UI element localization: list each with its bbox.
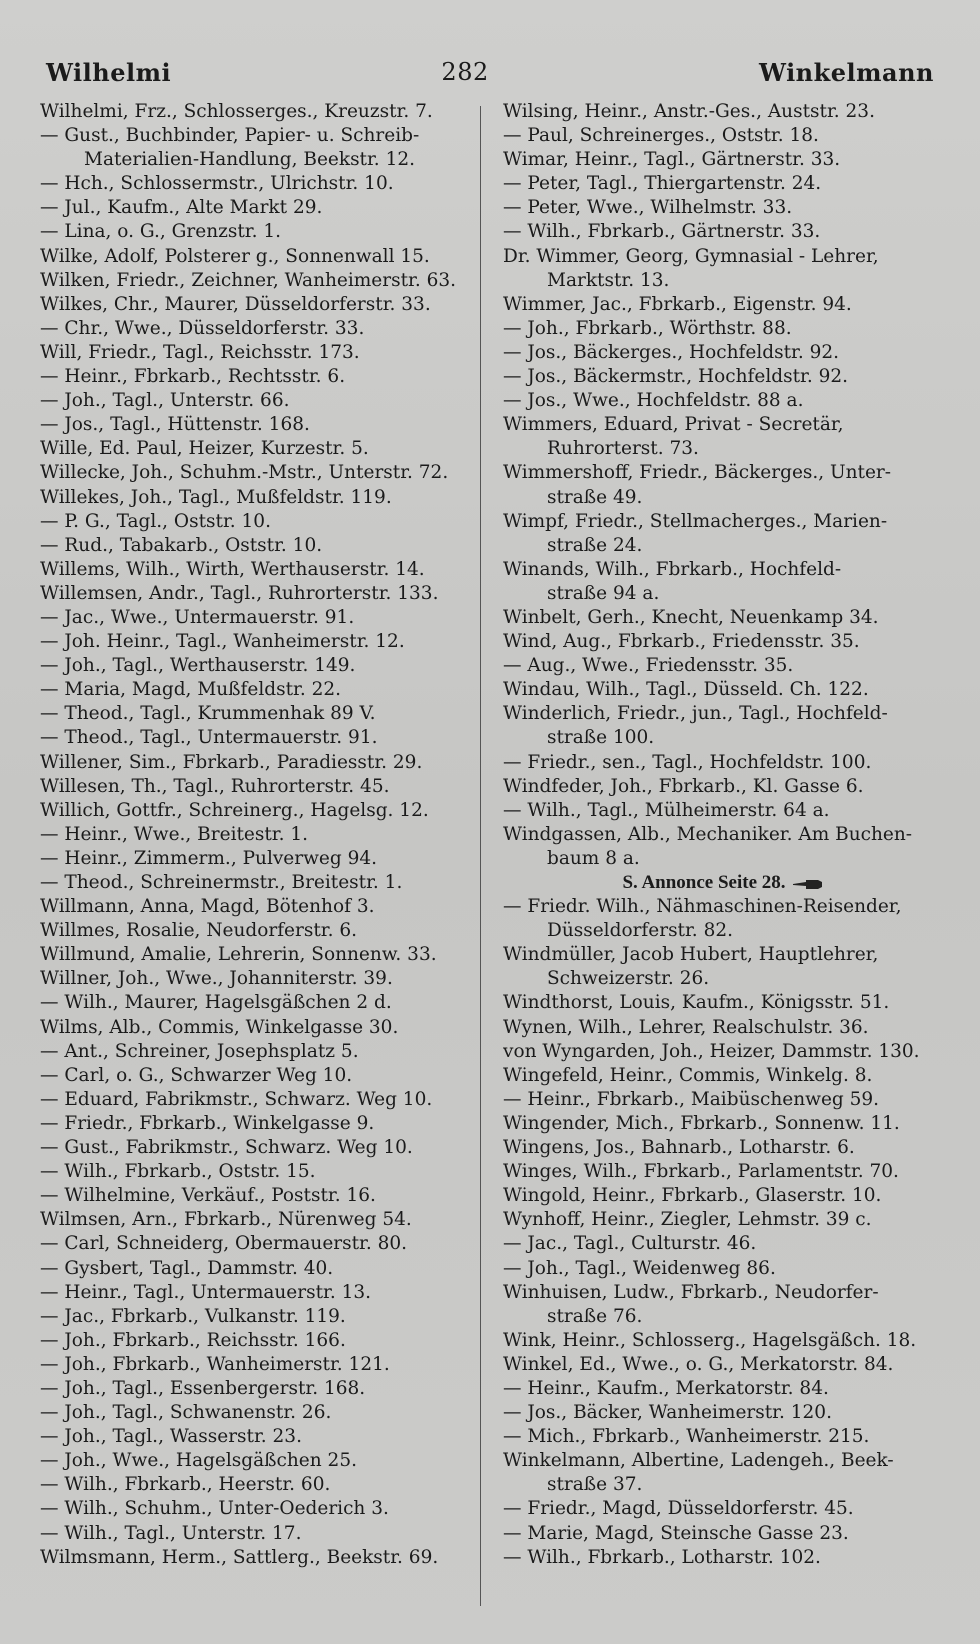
entry-text: — Theod., Tagl., Untermauerstr. 91. [40,727,378,749]
entry-text: Willecke, Joh., Schuhm.-Mstr., Unterstr. 72. [40,462,449,484]
entry-text: Wilmsmann, Herm., Sattlerg., Beekstr. 69. [40,1546,439,1568]
directory-entry [40,1208,480,1232]
directory-entry [503,413,943,437]
entry-text: Wingold, Heinr., Fbrkarb., Glaserstr. 10. [503,1185,882,1207]
entry-text: Winderlich, Friedr., jun., Tagl., Hochfeld- [503,703,888,725]
entry-text: straße 100. [547,727,655,749]
directory-entry [40,341,480,365]
entry-text: Windgassen, Alb., Mechaniker. Am Buchen- [503,823,913,845]
entry-text: straße 37. [547,1474,643,1496]
entry-text: — Joh., Tagl., Weidenweg 86. [503,1257,776,1279]
entry-text: Wille, Ed. Paul, Heizer, Kurzestr. 5. [40,438,369,460]
directory-entry [40,702,480,726]
entry-text: Willener, Sim., Fbrkarb., Paradiesstr. 29. [40,751,423,773]
directory-entry [503,1329,943,1353]
entry-text: Wilhelmi, Frz., Schlosserges., Kreuzstr. 7. [40,101,433,122]
entry-text: — Joh., Tagl., Werthauserstr. 149. [40,655,356,677]
directory-entry [503,1136,943,1160]
directory-entry [503,1040,943,1064]
entry-text: — Wilh., Fbrkarb., Gärtnerstr. 33. [503,221,821,243]
entry-text: — Eduard, Fabrikmstr., Schwarz. Weg 10. [40,1088,433,1110]
entry-text: Will, Friedr., Tagl., Reichsstr. 173. [40,341,360,363]
entry-text: Wynhoff, Heinr., Ziegler, Lehmstr. 39 c. [503,1209,872,1231]
entry-text: — Wilh., Schuhm., Unter-Oederich 3. [40,1498,389,1520]
entry-text: — Joh., Fbrkarb., Wanheimerstr. 121. [40,1353,390,1375]
directory-entry [40,991,480,1015]
entry-text: straße 49. [547,486,643,508]
entry-text: Wind, Aug., Fbrkarb., Friedensstr. 35. [503,631,860,653]
entry-text: — Peter, Wwe., Wilhelmstr. 33. [503,197,793,219]
entry-text: Willich, Gottfr., Schreinerg., Hagelsg. 12. [40,799,429,821]
entry-text: — Theod., Tagl., Krummenhak 89 V. [40,703,376,725]
directory-entry [503,775,943,799]
directory-entry [40,582,480,606]
directory-entry [503,172,943,196]
directory-entry-continuation [40,148,480,172]
entry-text: — Carl, o. G., Schwarzer Weg 10. [40,1064,353,1086]
entry-text: — Theod., Schreinermstr., Breitestr. 1. [40,872,403,893]
directory-entry [503,389,943,413]
entry-text: — Friedr., sen., Tagl., Hochfeldstr. 100. [503,751,872,773]
directory-entry-continuation [503,534,943,558]
entry-text: Winands, Wilh., Fbrkarb., Hochfeld- [503,558,842,580]
entry-text: Willmund, Amalie, Lehrerin, Sonnenw. 33. [40,944,437,966]
directory-entry [40,317,480,341]
directory-entry [40,1425,480,1449]
directory-entry [503,1522,943,1546]
directory-entry [503,799,943,823]
directory-entry [40,510,480,534]
entry-text: Willemsen, Andr., Tagl., Ruhrorterstr. 133. [40,582,439,604]
entry-text: — Jos., Bäcker, Wanheimerstr. 120. [503,1402,832,1424]
entry-text: — Heinr., Wwe., Breitestr. 1. [40,823,309,845]
directory-entry [503,871,943,895]
directory-entry [40,1473,480,1497]
entry-text: Materialien-Handlung, Beekstr. 12. [84,149,415,171]
directory-entry [503,1401,943,1425]
entry-text: Wynen, Wilh., Lehrer, Realschulstr. 36. [503,1016,869,1038]
directory-entry [40,1281,480,1305]
directory-entry [40,1522,480,1546]
directory-entry [503,1257,943,1281]
entry-text: — Joh., Fbrkarb., Wörthstr. 88. [503,317,792,339]
directory-entry [503,293,943,317]
entry-text: — Heinr., Kaufm., Merkatorstr. 84. [503,1377,829,1399]
entry-text: von Wyngarden, Joh., Heizer, Dammstr. 130. [503,1040,920,1062]
entry-text: Ruhrorterst. 73. [547,438,699,460]
entry-text: — Friedr. Wilh., Nähmaschinen-Reisender, [503,896,902,918]
directory-entry [503,1449,943,1473]
entry-text: — Wilh., Maurer, Hagelsgäßchen 2 d. [40,992,392,1014]
entry-text: — Joh., Wwe., Hagelsgäßchen 25. [40,1450,357,1472]
directory-entry [40,558,480,582]
entry-text: — Friedr., Magd, Düsseldorferstr. 45. [503,1498,854,1520]
directory-entry [503,317,943,341]
entry-text: — Friedr., Fbrkarb., Winkelgasse 9. [40,1112,375,1134]
directory-entry [40,1064,480,1088]
entry-text: Willmes, Rosalie, Neudorferstr. 6. [40,920,357,942]
entry-text: Wimmer, Jac., Fbrkarb., Eigenstr. 94. [503,293,852,315]
directory-entry [503,1232,943,1256]
directory-entry [503,630,943,654]
directory-entry-continuation [503,919,943,943]
directory-entry [40,1401,480,1425]
directory-entry [503,220,943,244]
entry-text: — Maria, Magd, Mußfeldstr. 22. [40,679,342,701]
entry-text: Wilken, Friedr., Zeichner, Wanheimerstr. 63. [40,269,457,291]
directory-entry [40,871,480,895]
entry-text: Wilms, Alb., Commis, Winkelgasse 30. [40,1016,399,1038]
entry-text: Dr. Wimmer, Georg, Gymnasial - Lehrer, [503,245,879,267]
entry-text: — Gysbert, Tagl., Dammstr. 40. [40,1257,334,1279]
directory-entry [40,1497,480,1521]
directory-entry [503,1353,943,1377]
entry-text: — Peter, Tagl., Thiergartenstr. 24. [503,173,822,195]
directory-entry [40,172,480,196]
entry-text: Schweizerstr. 26. [547,968,710,990]
entry-text: — Jac., Wwe., Untermauerstr. 91. [40,606,355,628]
entry-text: Winges, Wilh., Fbrkarb., Parlamentstr. 70. [503,1161,899,1183]
pointing-hand-icon [792,878,824,890]
entry-text: — Aug., Wwe., Friedensstr. 35. [503,655,794,677]
directory-entry [40,1546,480,1570]
entry-text: — Jos., Tagl., Hüttenstr. 168. [40,414,310,436]
entry-text: Wimmers, Eduard, Privat - Secretär, [503,414,844,436]
directory-entry [503,702,943,726]
entry-text: Winbelt, Gerh., Knecht, Neuenkamp 34. [503,606,879,628]
entry-text: — Joh., Tagl., Essenbergerstr. 168. [40,1377,366,1399]
directory-entry [503,124,943,148]
entry-text: Willesen, Th., Tagl., Ruhrorterstr. 45. [40,775,390,797]
directory-entry [40,1329,480,1353]
entry-text: — Mich., Fbrkarb., Wanheimerstr. 215. [503,1426,870,1448]
directory-entry [503,1160,943,1184]
directory-entry [40,1088,480,1112]
entry-text: — Hch., Schlossermstr., Ulrichstr. 10. [40,173,394,195]
entry-text: — Carl, Schneiderg, Obermauerstr. 80. [40,1233,408,1255]
entry-text: S. Annonce Seite 28. [622,872,786,893]
directory-entry [40,1112,480,1136]
directory-entry-continuation [503,1305,943,1329]
entry-text: — Jos., Bäckermstr., Hochfeldstr. 92. [503,366,849,388]
entry-text: straße 94 a. [547,582,660,604]
directory-entry [40,799,480,823]
entry-text: — Heinr., Fbrkarb., Maibüschenweg 59. [503,1088,880,1110]
entry-text: Winhuisen, Ludw., Fbrkarb., Neudorfer- [503,1281,879,1303]
entry-text: — P. G., Tagl., Oststr. 10. [40,510,271,532]
directory-entry [40,847,480,871]
entry-text: — Heinr., Tagl., Untermauerstr. 13. [40,1281,372,1303]
directory-entry [503,991,943,1015]
directory-entry [503,823,943,847]
directory-entry [503,1281,943,1305]
entry-text: — Joh., Tagl., Schwanenstr. 26. [40,1402,332,1424]
entry-text: — Chr., Wwe., Düsseldorferstr. 33. [40,317,365,339]
directory-entry [503,100,943,124]
entry-text: — Heinr., Fbrkarb., Rechtsstr. 6. [40,366,346,388]
directory-entry [503,461,943,485]
entry-text: — Ant., Schreiner, Josephsplatz 5. [40,1040,359,1062]
entry-text: — Joh., Tagl., Wasserstr. 23. [40,1426,302,1448]
directory-entry [40,100,480,124]
directory-entry [503,1184,943,1208]
entry-text: Wink, Heinr., Schlosserg., Hagelsgäßch. 18. [503,1329,917,1351]
directory-entry [503,1377,943,1401]
directory-entry [40,413,480,437]
directory-entry [40,293,480,317]
directory-entry [503,1497,943,1521]
entry-text: Windmüller, Jacob Hubert, Hauptlehrer, [503,944,879,966]
directory-entry [503,1112,943,1136]
entry-text: — Rud., Tabakarb., Oststr. 10. [40,534,323,556]
directory-entry [40,365,480,389]
entry-text: — Jos., Wwe., Hochfeldstr. 88 a. [503,390,804,412]
entry-text: — Wilh., Tagl., Mülheimerstr. 64 a. [503,799,830,821]
column-divider [480,106,481,1606]
directory-entry [40,895,480,919]
entry-text: — Jac., Fbrkarb., Vulkanstr. 119. [40,1305,346,1327]
directory-entry-continuation [503,726,943,750]
directory-entry [40,775,480,799]
entry-text: — Wilhelmine, Verkäuf., Poststr. 16. [40,1185,376,1207]
directory-entry [40,943,480,967]
entry-text: Wilmsen, Arn., Fbrkarb., Nürenweg 54. [40,1209,412,1231]
entry-text: Willner, Joh., Wwe., Johanniterstr. 39. [40,968,393,990]
directory-entry [40,124,480,148]
entry-text: baum 8 a. [547,847,640,869]
entry-text: — Wilh., Fbrkarb., Oststr. 15. [40,1161,316,1183]
entry-text: Wilke, Adolf, Polsterer g., Sonnenwall 15. [40,245,430,267]
directory-entry [40,1136,480,1160]
entry-text: — Jos., Bäckerges., Hochfeldstr. 92. [503,341,840,363]
left-column [40,100,480,1570]
directory-entry [40,486,480,510]
header-left-keyword: Wilhelmi [46,57,172,87]
directory-entry [503,510,943,534]
entry-text: — Joh., Tagl., Unterstr. 66. [40,390,290,412]
directory-entry [40,1040,480,1064]
entry-text: Willekes, Joh., Tagl., Mußfeldstr. 119. [40,486,392,508]
entry-text: — Wilh., Fbrkarb., Heerstr. 60. [40,1474,331,1496]
directory-entry [503,196,943,220]
entry-text: Windau, Wilh., Tagl., Düsseld. Ch. 122. [503,679,869,701]
entry-text: — Wilh., Fbrkarb., Lotharstr. 102. [503,1546,821,1568]
entry-text: — Heinr., Zimmerm., Pulverweg 94. [40,847,378,869]
directory-entry [40,269,480,293]
directory-entry [40,823,480,847]
directory-entry [503,678,943,702]
directory-entry [40,606,480,630]
directory-entry [40,437,480,461]
directory-entry [503,654,943,678]
directory-entry [40,534,480,558]
directory-entry [40,461,480,485]
directory-entry [40,1160,480,1184]
directory-entry-continuation [503,967,943,991]
header-right-keyword: Winkelmann [759,57,934,87]
entry-text: Winkel, Ed., Wwe., o. G., Merkatorstr. 84. [503,1353,894,1375]
directory-entry [503,1425,943,1449]
entry-text: — Paul, Schreinerges., Oststr. 18. [503,125,819,147]
entry-text: — Marie, Magd, Steinsche Gasse 23. [503,1522,849,1544]
directory-entry [40,220,480,244]
directory-entry [40,1257,480,1281]
entry-text: Windthorst, Louis, Kaufm., Königsstr. 51. [503,992,890,1014]
directory-entry [40,678,480,702]
entry-text: Wimmershoff, Friedr., Bäckerges., Unter- [503,462,892,484]
entry-text: Marktstr. 13. [547,269,670,291]
directory-entry [40,389,480,413]
directory-entry [40,654,480,678]
entry-text: straße 24. [547,534,643,556]
directory-entry [503,606,943,630]
directory-entry [40,1232,480,1256]
directory-entry [40,1184,480,1208]
directory-entry [40,1016,480,1040]
directory-entry-continuation [503,1473,943,1497]
directory-entry [503,1546,943,1570]
entry-text: — Jul., Kaufm., Alte Markt 29. [40,197,323,219]
entry-text: — Joh. Heinr., Tagl., Wanheimerstr. 12. [40,631,405,653]
directory-entry [40,196,480,220]
directory-entry [503,943,943,967]
entry-text: Winkelmann, Albertine, Ladengeh., Beek- [503,1450,894,1472]
page-number: 282 [441,58,489,86]
directory-entry [40,1449,480,1473]
entry-text: — Jac., Tagl., Culturstr. 46. [503,1233,757,1255]
directory-entry [40,751,480,775]
directory-entry [503,365,943,389]
entry-text: — Gust., Buchbinder, Papier- u. Schreib- [40,125,420,147]
entry-text: — Lina, o. G., Grenzstr. 1. [40,221,282,243]
entry-text: — Wilh., Tagl., Unterstr. 17. [40,1522,302,1544]
directory-entry-continuation [503,269,943,293]
directory-entry [503,1208,943,1232]
entry-text: — Gust., Fabrikmstr., Schwarz. Weg 10. [40,1137,413,1159]
directory-entry [40,967,480,991]
entry-text: Willems, Wilh., Wirth, Werthauserstr. 14. [40,558,425,580]
directory-entry [503,751,943,775]
entry-text: Willmann, Anna, Magd, Bötenhof 3. [40,896,375,918]
directory-entry [503,245,943,269]
entry-text: Windfeder, Joh., Fbrkarb., Kl. Gasse 6. [503,775,864,797]
directory-entry [503,148,943,172]
entry-text: Wingefeld, Heinr., Commis, Winkelg. 8. [503,1064,873,1086]
directory-entry-continuation [503,437,943,461]
directory-entry [40,726,480,750]
directory-entry [40,630,480,654]
directory-entry [503,1088,943,1112]
page-header [46,52,934,92]
entry-text: Wimar, Heinr., Tagl., Gärtnerstr. 33. [503,149,841,171]
directory-entry [40,1377,480,1401]
directory-entry [40,245,480,269]
directory-entry [503,558,943,582]
entry-text: Wilsing, Heinr., Anstr.-Ges., Auststr. 23. [503,101,875,122]
directory-entry-continuation [503,582,943,606]
directory-entry [40,919,480,943]
entry-text: Wimpf, Friedr., Stellmacherges., Marien- [503,510,888,532]
directory-entry [503,895,943,919]
directory-entry [503,1064,943,1088]
entry-text: Wilkes, Chr., Maurer, Düsseldorferstr. 33. [40,293,431,315]
directory-entry-continuation [503,847,943,871]
directory-entry [503,341,943,365]
entry-text: Wingender, Mich., Fbrkarb., Sonnenw. 11. [503,1112,900,1134]
entry-text: Düsseldorferstr. 82. [547,920,733,942]
right-column [503,100,943,1570]
directory-entry [503,1016,943,1040]
directory-entry [40,1305,480,1329]
directory-entry [40,1353,480,1377]
directory-entry-continuation [503,486,943,510]
entry-text: straße 76. [547,1305,643,1327]
entry-text: Wingens, Jos., Bahnarb., Lotharstr. 6. [503,1137,855,1159]
entry-text: — Joh., Fbrkarb., Reichsstr. 166. [40,1329,346,1351]
